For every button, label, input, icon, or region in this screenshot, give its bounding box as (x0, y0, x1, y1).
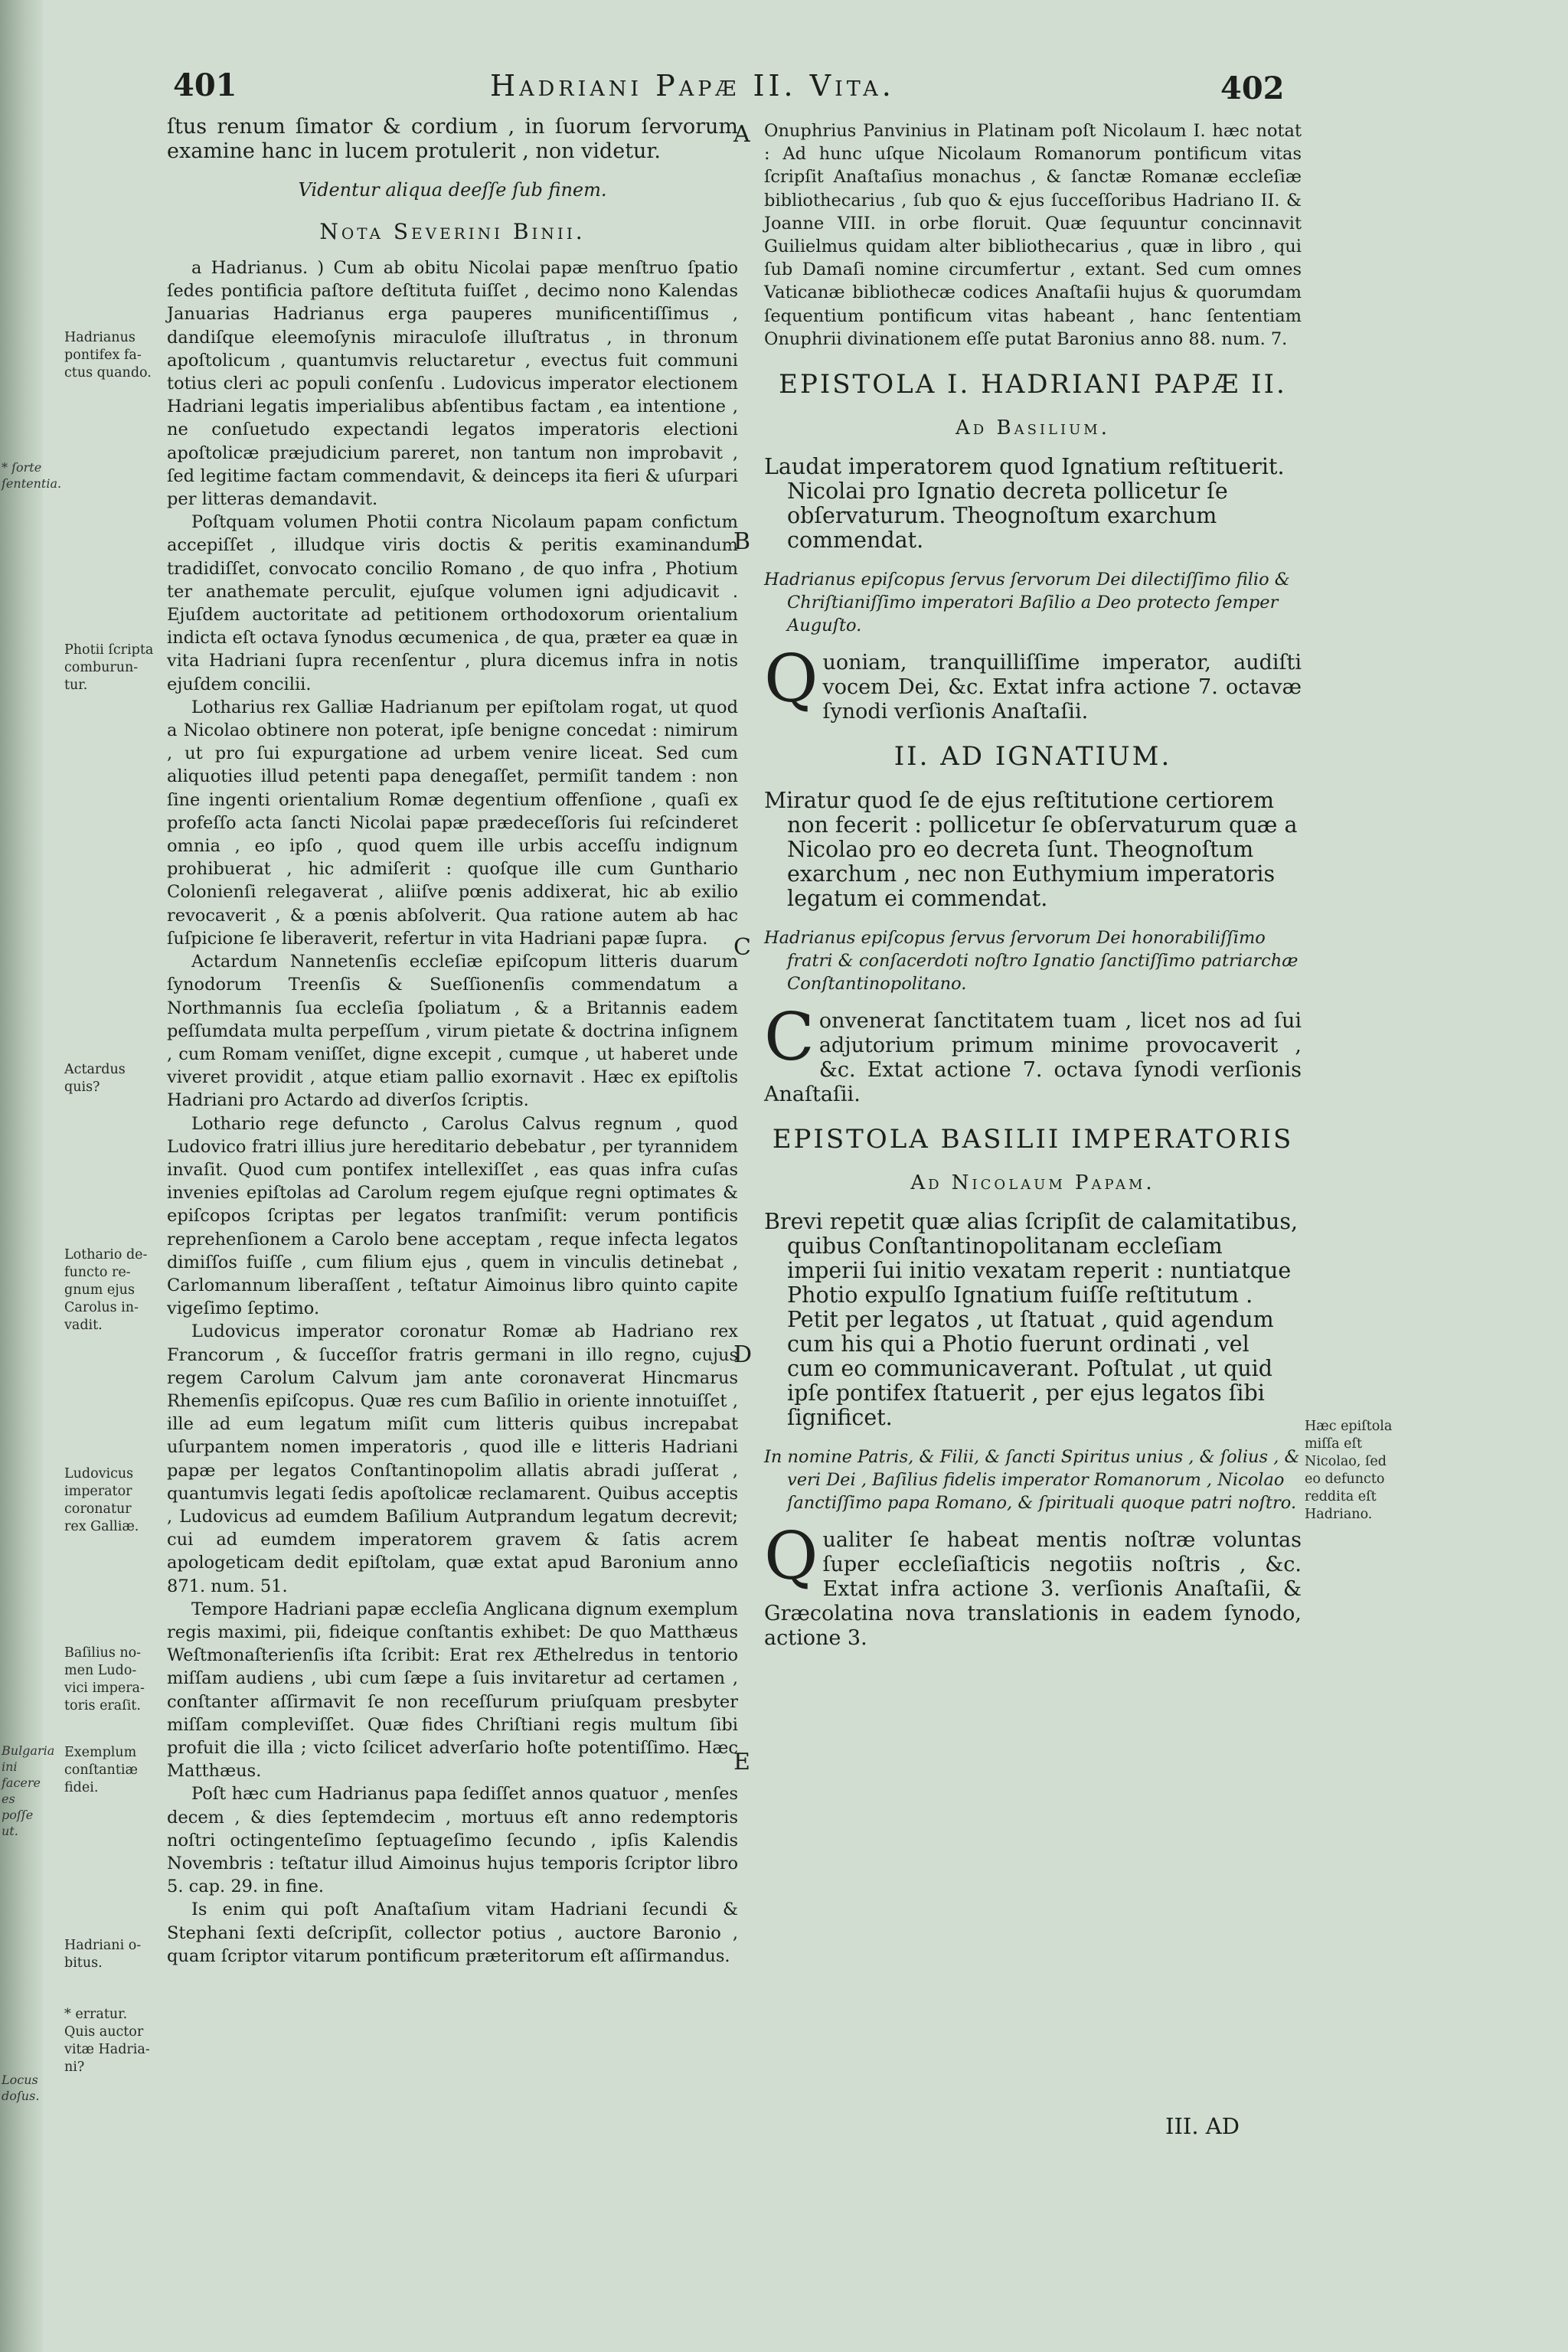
note-paragraph: Lotharius rex Galliæ Hadrianum per epiſtolam rogat, ut quod a Nicolao obtinere non poterat, ipſe benigne concedat : nimirum , ut pro ſui expurgatione ad urbem venire liceat. Sed cum aliquoties illud petenti papa denegaſſet, permiſit tandem : non ſine ingenti orientalium Romæ degentium offenſione , quaſi ex profeſſo acta ſancti Nicolai papæ prædeceſſoris ſui reſcinderet omnia , eo ipſo , quod quem ille urbis acceſſu indignum prohibuerat , hic admiſerit : quoſque ille cum Gunthario Colonienſi relegaverat , aliiſve pœnis addixerat, hic ab exilio revocaverit , & a pœnis abſolverit. Qua ratione autem ab hac ſuſpicione ſe liberaverit, refertur in vita Hadriani papæ ſupra. (167, 697, 738, 949)
drop-cap: Q (764, 641, 818, 718)
onuphrius-note: Onuphrius Panvinius in Platinam poſt Nicolaum I. hæc notat : Ad hunc uſque Nicolaum Romanorum pontificum vitas ſcripſit Anaſtaſius monachus , & ſanctæ Romanæ eccleſiæ bibliothecarius , ſub quo & ejus ſucceſſoribus Hadriano II. & Joanne VIII. in orbe floruit. Quæ ſequuntur concinnavit Guilielmus quidam alter bibliothecarius , quæ in libro , qui ſub Damaſi nomine circumfertur , extant. Sed cum omnes Vaticanæ bibliothecæ codices Anaſtaſii hujus & quorumdam ſequentium pontificum vitas habeant , hanc ſententiam Onuphrii divinationem eſſe putat Baronius anno 88. num. 7. (764, 121, 1302, 349)
epistola-title: EPISTOLA BASILII IMPERATORIS (772, 1124, 1294, 1155)
epistola-incipit (764, 1518, 1302, 1651)
epistola-summary: Miratur quod ſe de ejus reſtitutione certiorem non fecerit : pollicetur ſe obſervaturum quæ a Nicolao pro eo decreta ſunt. Theognoſtum exarchum , nec non Euthymium imperatoris legatum ei commendat. (764, 788, 1298, 912)
page-number-left: 401 (173, 67, 237, 103)
right-column (764, 119, 1302, 1668)
drop-cap: Q (764, 1518, 818, 1596)
section-letter: C (733, 934, 751, 961)
book-gutter (0, 0, 43, 2352)
epistola-salutation: In nomine Patris, & Filii, & ſancti Spiritus unius , & ſolius , & veri Dei , Baſilius fidelis imperator Romanorum , Nicolao ſanctiſſimo papa Romano, & ſpirituali quoque patri noſtro. (764, 1447, 1300, 1514)
margin-note-left: Actardus quis? (64, 1062, 126, 1095)
epistola-incipit (764, 999, 1302, 1107)
epistola-salutation: Hadrianus epiſcopus ſervus ſervorum Dei dilectiſſimo filio & Chriſtianiſſimo imperatori Baſilio a Deo protecto ſemper Auguſto. (764, 570, 1290, 636)
margin-note-left: Lothario de- functo re- gnum ejus Carolus in- vadit. (64, 1247, 148, 1333)
drop-cap: C (764, 999, 815, 1076)
gutter-note: * ſorte ſententia. (2, 460, 62, 491)
section-letter: D (733, 1341, 753, 1368)
nota-title: Nota Severini Binii. (319, 219, 586, 244)
catchword: III. AD (1165, 2113, 1240, 2139)
epistola-salutation: Hadrianus epiſcopus ſervus ſervorum Dei honorabiliſſimo fratri & conſacerdoti noſtro Ignatio ſanctiſſimo patriarchæ Conſtantinopolitano. (764, 928, 1298, 995)
note-paragraph: Tempore Hadriani papæ eccleſia Anglicana dignum exemplum regis maximi, pii, fideique conſtantis exhibet: De quo Matthæus Weſtmonaſterienſis iſta ſcribit: Erat rex Æthelredus in tentorio miſſam audiens , ubi cum ſæpe a ſuis invitaretur ad certamen , conſtanter aſſirmavit ſe non receſſurum priuſquam presbyter miſſam compleviſſet. Quæ fides Chriſtiani regis multum ſibi profuit die illa ; victo ſcilicet adverſario hoſte potentiſſimo. Hæc Matthæus. (167, 1599, 738, 1782)
margin-note-left: Hadrianus pontifex fa- ctus quando. (64, 330, 152, 381)
margin-note-right: Hæc epiſtola miſſa eſt Nicolao, ſed eo defuncto reddita eſt Hadriano. (1305, 1419, 1393, 1522)
note-paragraph: Poſtquam volumen Photii contra Nicolaum papam confictum accepiſſet , illudque viris doctis & peritis examinandum tradidiſſet, convocato concilio Romano , de quo infra , Photium ter anathemate perculit, ejuſque volumen igni adjudicavit . Ejuſdem auctoritate ad petitionem orthodoxorum orientalium indicta eſt octava ſynodus œcumenica , de qua, præter ea quæ in vita Hadriani ſupra recenſentur , plura dicemus infra in notis ejuſdem concilii. (167, 512, 738, 694)
note-paragraph: a Hadrianus. ) Cum ab obitu Nicolai papæ menſtruo ſpatio ſedes pontificia paſtore deſtituta fuiſſet , decimo nono Kalendas Januarias Hadrianus erga pauperes munificentiſſimus , dandiſque eleemoſynis miraculoſe illuſtratus , in thronum apoſtolicum , quantumvis reluctaretur , evectus fuit communi totius cleri ac populi conſenſu . Ludovicus imperator electionem Hadriani legatis imperialibus abſentibus factam , ea intentione , ne conſuetudo expectandi legatos imperatoris electioni apoſtolicæ præjudicium pareret, non tantum non improbavit , ſed legitime factam commendavit, & deinceps ita fieri & uſurpari per litteras demandavit. (167, 258, 738, 510)
margin-note-left: Hadriani o- bitus. (64, 1938, 142, 1971)
margin-note-left: Ludovicus imperator coronatur rex Galliæ. (64, 1466, 139, 1534)
incipit-text: onvenerat ſanctitatem tuam , licet nos ad ſui adjutorium primum minime provocaverit , &c. Extat actione 7. octava ſynodi verſionis Anaſtaſii. (764, 1009, 1302, 1107)
epistola-summary: Brevi repetit quæ alias ſcripſit de calamitatibus, quibus Conſtantinopolitanam eccleſiam imperii ſui initio vexatam reperit : nuntiatque Photio expulſo Ignatium fuiſſe reſtitutum . Petit per legatos , ut ſtatuat , quid agendum cum his qui a Photio fuerunt ordinati , vel cum eo communicaverant. Poſtulat , ut quid ipſe pontifex ſtatuerit , per ejus legatos ſibi ſignificet. (764, 1209, 1298, 1431)
page-number-right: 402 (1220, 70, 1285, 106)
epistola-addressee: Ad Nicolaum Papam. (910, 1171, 1155, 1195)
margin-note-left: Photii ſcripta comburun- tur. (64, 642, 154, 693)
note-paragraph: Poſt hæc cum Hadrianus papa ſediſſet annos quatuor , menſes decem , & dies ſeptemdecim , mortuus eſt anno redemptoris noſtri octingenteſimo ſeptuageſimo ſecundo , ipſis Kalendis Novembris : teſtatur illud Aimoinus hujus temporis ſcriptor libro 5. cap. 29. in fine. (167, 1784, 738, 1897)
epistola-title: EPISTOLA I. HADRIANI PAPÆ II. (779, 369, 1287, 400)
epistola-summary: Laudat imperatorem quod Ignatium reſtituerit. Nicolai pro Ignatio decreta pollicetur ſe obſervaturum. Theognoſtum exarchum commendat. (764, 454, 1285, 554)
gutter-note: Locus doſus. (2, 2073, 40, 2103)
margin-note-left: Baſilius no- men Ludo- vici impera- toris eraſit. (64, 1645, 145, 1713)
epistola-addressee: Ad Basilium. (956, 416, 1110, 440)
section-letter: A (733, 121, 750, 148)
epistola-incipit (764, 641, 1302, 724)
incipit-text: ualiter ſe habeat mentis noſtræ voluntas ſuper eccleſiaſticis negotiis noſtris , &c. Extat infra actione 3. verſionis Anaſtaſii, & Græcolatina nova translationis in eadem ſynodo, actione 3. (764, 1528, 1302, 1651)
note-paragraph: Actardum Nannetenſis eccleſiæ epiſcopum litteris duarum ſynodorum Treenſis & Sueſſionenſis commendatum a Northmannis ſua eccleſia ſpoliatum , & a Britannis eadem peſſumdata multa perpeſſum , virum pietate & doctrina inſignem , cum Romam veniſſet, digne excepit , cumque , ut haberet unde viveret providit , atque etiam pallio exornavit . Hæc ex epiſtolis Hadriani pro Actardo ad diverſos ſcriptis. (167, 952, 738, 1111)
note-paragraph: Lothario rege defuncto , Carolus Calvus regnum , quod Ludovico fratri illius jure hereditario debebatur , per tyrannidem invaſit. Quod cum pontifex intellexiſſet , eas quas infra cuſas invenies epiſtolas ad Carolum regem ejuſque regni optimates & epiſcopos ſcriptas per legatos tranſmiſit: verum pontificis reprehenſionem a Carolo bene acceptam , reque infecta legatos dimiſſos fuiſſe , cum filium ejus , quem in vinculis detinebat , Carlomannum liberaſſent , teſtatur Aimoinus libro quinto capite vigeſimo ſeptimo. (167, 1113, 738, 1319)
note-paragraph: Is enim qui poſt Anaſtaſium vitam Hadriani ſecundi & Stephani ſexti deſcripſit, collector potius , auctore Baronio , quam ſcriptor vitarum pontificum præteritorum eſt aſſirmandus. (167, 1900, 738, 1966)
running-title: Hadriani Papæ II. Vita. (490, 69, 895, 103)
intro-text: ſtus renum ſimator & cordium , in ſuorum ſervorum examine hanc in lucem protulerit , non videtur. (167, 115, 738, 163)
lacuna-note: Videntur aliqua deeſſe ſub finem. (298, 179, 607, 201)
note-paragraph: Ludovicus imperator coronatur Romæ ab Hadriano rex Francorum , & ſucceſſor fratris germani in illo regno, cujus regem Carolum Calvum jam ante coronaverat Hincmarus Rhemenſis epiſcopus. Quæ res cum Baſilio in orientе innotuiſſet , ille ad eum legatum miſit cum litteris quibus increpabat uſurpantem nomen imperatoris , quod ille e litteris Hadriani papæ per legatos Conſtantinopolim allatis abradi juſſerat , quantumvis legati ſedis apoſtolicæ reclamarent. Quibus acceptis , Ludovicus ad eumdem Baſilium Autprandum legatum decrevit; cui ad eumdem imperatorem gravem & ſatis acrem apologeticam dedit epiſtolam, quæ extat apud Baronium anno 871. num. 51. (167, 1321, 738, 1596)
section-letter: E (733, 1749, 750, 1775)
margin-note-left: Exemplum conſtantiæ fidei. (64, 1745, 138, 1795)
left-column (167, 115, 738, 1968)
running-header (0, 67, 1568, 113)
margin-note-left: * erratur. Quis auctor vitæ Hadria- ni? (64, 2007, 150, 2075)
section-letter: B (733, 528, 751, 555)
epistola-title: II. AD IGNATIUM. (893, 741, 1172, 773)
gutter-note: Bulgaria ini facere es poſſe ut. (2, 1743, 55, 1838)
incipit-text: uoniam, tranquilliſſime imperator, audiſti vocem Dei, &c. Extat infra actione 7. octavæ ſynodi verſionis Anaſtaſii. (822, 651, 1302, 724)
